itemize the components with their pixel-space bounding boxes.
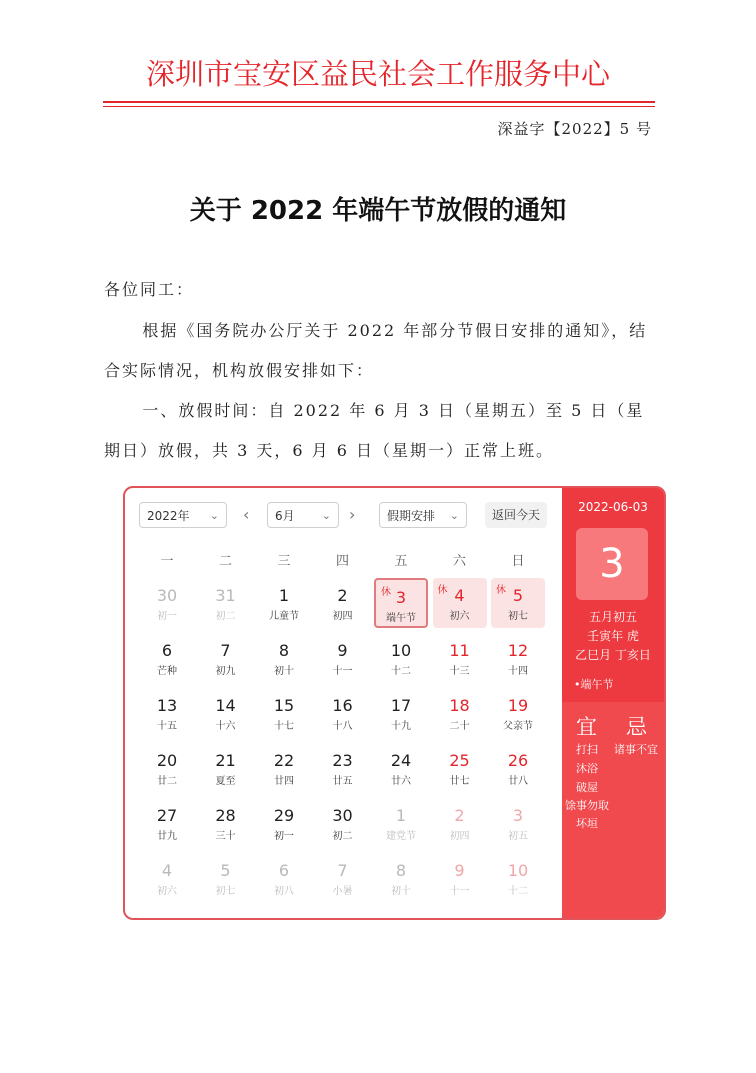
day-number: 4 bbox=[161, 861, 173, 880]
day-number: 6 bbox=[278, 861, 290, 880]
day-number: 4 bbox=[454, 586, 465, 605]
calendar-day-cell[interactable] bbox=[491, 688, 545, 738]
calendar-day-cell[interactable] bbox=[257, 798, 311, 848]
yi-heading: 宜 bbox=[576, 715, 597, 739]
day-number: 8 bbox=[278, 641, 290, 660]
day-number: 2 bbox=[337, 586, 348, 605]
calendar-day-cell[interactable] bbox=[316, 853, 370, 903]
calendar-day-cell[interactable] bbox=[374, 578, 428, 628]
day-number: 1 bbox=[278, 586, 290, 605]
festival-label: •端午节 bbox=[574, 678, 614, 691]
calendar-day-cell[interactable] bbox=[491, 578, 545, 628]
calendar-day-cell[interactable] bbox=[316, 743, 370, 793]
day-lunar-label: 初二 bbox=[332, 831, 353, 842]
day-lunar-label: 初十 bbox=[391, 886, 411, 897]
calendar-day-cell[interactable] bbox=[433, 798, 487, 848]
yi-item: 馀事勿取 bbox=[565, 799, 609, 812]
chevron-left-icon[interactable]: ‹ bbox=[243, 505, 250, 524]
document-number: 深益字【2022】5 号 bbox=[497, 120, 652, 138]
day-number: 14 bbox=[215, 696, 236, 715]
weekday-label: 四 bbox=[335, 554, 349, 569]
notice-title: 关于 2022 年端午节放假的通知 bbox=[189, 196, 567, 226]
ganzhi-month-day: 乙巳月 丁亥日 bbox=[575, 648, 651, 662]
day-lunar-label: 初八 bbox=[274, 886, 294, 897]
selected-day-number: 3 bbox=[576, 528, 648, 600]
day-lunar-label: 初二 bbox=[215, 611, 236, 622]
calendar-day-cell[interactable] bbox=[316, 798, 370, 848]
lunar-date: 五月初五 bbox=[588, 610, 637, 624]
day-lunar-label: 十三 bbox=[449, 666, 470, 677]
day-number: 18 bbox=[449, 696, 470, 715]
day-lunar-label: 廿六 bbox=[391, 776, 411, 787]
calendar-day-cell[interactable] bbox=[257, 743, 311, 793]
calendar-day-cell[interactable] bbox=[257, 853, 311, 903]
day-lunar-label: 父亲节 bbox=[503, 721, 533, 732]
day-lunar-label: 夏至 bbox=[215, 776, 236, 787]
calendar-day-cell[interactable] bbox=[491, 853, 545, 903]
weekday-label: 六 bbox=[452, 554, 466, 569]
day-number: 26 bbox=[507, 751, 529, 770]
calendar-day-cell[interactable] bbox=[199, 578, 253, 628]
day-lunar-label: 廿七 bbox=[449, 776, 470, 787]
day-number: 24 bbox=[390, 751, 412, 770]
day-lunar-label: 十一 bbox=[449, 886, 470, 897]
day-lunar-label: 芒种 bbox=[157, 666, 177, 677]
calendar-day-cell[interactable] bbox=[140, 743, 194, 793]
day-lunar-label: 十七 bbox=[274, 721, 294, 732]
day-lunar-label: 十九 bbox=[391, 721, 411, 732]
weekday-label: 二 bbox=[218, 554, 232, 569]
day-number: 16 bbox=[332, 696, 353, 715]
calendar-day-cell[interactable] bbox=[491, 798, 545, 848]
day-number: 15 bbox=[273, 696, 295, 715]
yi-item: 坏垣 bbox=[576, 817, 598, 830]
day-lunar-label: 廿二 bbox=[157, 776, 177, 787]
day-lunar-label: 初六 bbox=[157, 886, 177, 897]
paragraph-holiday-time: 一、放假时间：自 2022 年 6 月 3 日（星期五）至 5 日（星期日）放假，共 3 天，6 月 6 日（星期一）正常上班。 bbox=[104, 401, 645, 460]
day-number: 30 bbox=[332, 806, 353, 825]
holiday-select-value: 假期安排 bbox=[387, 509, 436, 523]
calendar-day-cell[interactable] bbox=[199, 688, 253, 738]
day-lunar-label: 廿四 bbox=[274, 776, 294, 787]
day-lunar-label: 端午节 bbox=[386, 613, 416, 624]
calendar-day-cell[interactable] bbox=[140, 853, 194, 903]
day-lunar-label: 十六 bbox=[215, 721, 236, 732]
day-number: 11 bbox=[449, 641, 470, 660]
calendar-day-cell[interactable] bbox=[491, 743, 545, 793]
year-select[interactable] bbox=[139, 502, 227, 528]
day-lunar-label: 初五 bbox=[508, 831, 528, 842]
yi-item: 破屋 bbox=[576, 781, 598, 794]
calendar-day-cell[interactable] bbox=[257, 578, 311, 628]
day-number: 5 bbox=[512, 586, 524, 605]
day-number: 17 bbox=[390, 696, 412, 715]
day-number: 22 bbox=[273, 751, 295, 770]
day-number: 27 bbox=[156, 806, 178, 825]
calendar-day-cell[interactable] bbox=[374, 853, 428, 903]
day-lunar-label: 十一 bbox=[332, 666, 353, 677]
calendar-day-cell[interactable] bbox=[433, 578, 487, 628]
day-lunar-label: 三十 bbox=[215, 831, 236, 842]
calendar-day-cell[interactable] bbox=[374, 798, 428, 848]
day-number: 6 bbox=[161, 641, 173, 660]
day-number: 31 bbox=[215, 586, 236, 605]
weekday-label: 日 bbox=[511, 554, 525, 569]
day-number: 13 bbox=[156, 696, 178, 715]
day-number: 20 bbox=[156, 751, 178, 770]
day-lunar-label: 初七 bbox=[508, 611, 528, 622]
calendar-day-cell[interactable] bbox=[199, 633, 253, 683]
day-lunar-label: 十四 bbox=[508, 666, 528, 677]
holiday-calendar bbox=[123, 486, 666, 920]
weekday-label: 三 bbox=[277, 554, 291, 569]
day-lunar-label: 初四 bbox=[332, 611, 353, 622]
day-number: 9 bbox=[337, 641, 348, 660]
header-rule-thin bbox=[103, 106, 655, 107]
header-rule-thick bbox=[103, 101, 655, 103]
ji-item: 诸事不宜 bbox=[614, 743, 658, 756]
month-select[interactable] bbox=[267, 502, 339, 528]
yi-item: 沐浴 bbox=[576, 762, 598, 775]
day-number: 19 bbox=[507, 696, 529, 715]
day-lunar-label: 初七 bbox=[215, 886, 236, 897]
holiday-select[interactable] bbox=[379, 502, 467, 528]
day-number: 30 bbox=[156, 586, 178, 605]
day-number: 9 bbox=[454, 861, 465, 880]
day-number: 12 bbox=[507, 641, 529, 660]
day-lunar-label: 初九 bbox=[215, 666, 236, 677]
calendar-day-cell[interactable] bbox=[433, 853, 487, 903]
day-lunar-label: 十八 bbox=[332, 721, 353, 732]
calendar-main bbox=[125, 488, 562, 918]
chevron-down-icon: ⌄ bbox=[321, 509, 331, 522]
back-to-today-button[interactable]: 返回今天 bbox=[485, 502, 547, 528]
yi-item: 打扫 bbox=[576, 743, 598, 756]
calendar-day-cell[interactable] bbox=[491, 633, 545, 683]
calendar-day-cell[interactable] bbox=[199, 743, 253, 793]
day-number: 21 bbox=[215, 751, 236, 770]
calendar-day-cell[interactable] bbox=[316, 578, 370, 628]
day-lunar-label: 廿五 bbox=[332, 776, 353, 787]
day-lunar-label: 廿九 bbox=[157, 831, 177, 842]
day-lunar-label: 初十 bbox=[274, 666, 294, 677]
calendar-day-cell[interactable] bbox=[257, 688, 311, 738]
day-lunar-label: 儿童节 bbox=[269, 611, 299, 622]
calendar-day-cell[interactable] bbox=[199, 798, 253, 848]
weekday-header bbox=[139, 550, 549, 570]
day-lunar-label: 十二 bbox=[391, 666, 411, 677]
calendar-day-cell[interactable] bbox=[257, 633, 311, 683]
day-lunar-label: 十五 bbox=[157, 721, 177, 732]
rest-day-badge: 休 bbox=[437, 585, 448, 596]
day-number: 5 bbox=[220, 861, 231, 880]
day-lunar-label: 初四 bbox=[449, 831, 470, 842]
calendar-day-cell[interactable] bbox=[374, 743, 428, 793]
rest-day-badge: 休 bbox=[381, 587, 391, 598]
day-lunar-label: 十二 bbox=[508, 886, 528, 897]
day-detail-panel bbox=[562, 488, 664, 918]
day-number: 8 bbox=[395, 861, 407, 880]
calendar-day-cell[interactable] bbox=[140, 578, 194, 628]
day-number: 2 bbox=[454, 806, 465, 825]
month-select-value: 6月 bbox=[275, 509, 295, 523]
weekday-label: 五 bbox=[394, 554, 408, 569]
paragraph-basis: 根据《国务院办公厅关于 2022 年部分节假日安排的通知》，结合实际情况，机构放假安排如下： bbox=[104, 321, 648, 380]
calendar-day-cell[interactable] bbox=[374, 688, 428, 738]
day-number: 10 bbox=[507, 861, 529, 880]
day-number: 3 bbox=[395, 588, 407, 607]
weekday-label: 一 bbox=[160, 554, 174, 569]
day-number: 1 bbox=[395, 806, 407, 825]
calendar-day-cell[interactable] bbox=[374, 633, 428, 683]
calendar-day-cell[interactable] bbox=[433, 743, 487, 793]
day-lunar-label: 二十 bbox=[449, 721, 470, 732]
day-lunar-label: 建党节 bbox=[386, 831, 416, 842]
calendar-day-cell[interactable] bbox=[199, 853, 253, 903]
calendar-day-cell[interactable] bbox=[433, 633, 487, 683]
day-lunar-label: 廿八 bbox=[508, 776, 528, 787]
calendar-day-cell[interactable] bbox=[140, 798, 194, 848]
selected-date: 2022-06-03 bbox=[578, 500, 648, 514]
day-number: 7 bbox=[220, 641, 231, 660]
year-select-value: 2022年 bbox=[147, 509, 190, 523]
day-lunar-label: 初一 bbox=[157, 611, 177, 622]
day-lunar-label: 初一 bbox=[274, 831, 294, 842]
organization-title: 深圳市宝安区益民社会工作服务中心 bbox=[145, 57, 610, 91]
day-number: 7 bbox=[337, 861, 348, 880]
day-number: 28 bbox=[215, 806, 236, 825]
day-lunar-label: 初六 bbox=[449, 611, 470, 622]
day-number: 3 bbox=[512, 806, 524, 825]
day-number: 25 bbox=[449, 751, 470, 770]
calendar-day-cell[interactable] bbox=[140, 688, 194, 738]
chevron-down-icon: ⌄ bbox=[449, 509, 459, 522]
rest-day-badge: 休 bbox=[496, 585, 506, 596]
ganzhi-year: 壬寅年 虎 bbox=[587, 629, 639, 643]
chevron-right-icon[interactable]: › bbox=[349, 505, 356, 524]
calendar-day-cell[interactable] bbox=[316, 688, 370, 738]
chevron-down-icon: ⌄ bbox=[209, 509, 219, 522]
calendar-day-cell[interactable] bbox=[140, 633, 194, 683]
day-lunar-label: 小暑 bbox=[332, 886, 353, 897]
calendar-day-cell[interactable] bbox=[433, 688, 487, 738]
day-number: 10 bbox=[390, 641, 412, 660]
salutation: 各位同工： bbox=[104, 280, 195, 299]
calendar-day-cell[interactable] bbox=[316, 633, 370, 683]
day-number: 23 bbox=[332, 751, 353, 770]
ji-heading: 忌 bbox=[626, 715, 647, 739]
day-number: 29 bbox=[273, 806, 295, 825]
